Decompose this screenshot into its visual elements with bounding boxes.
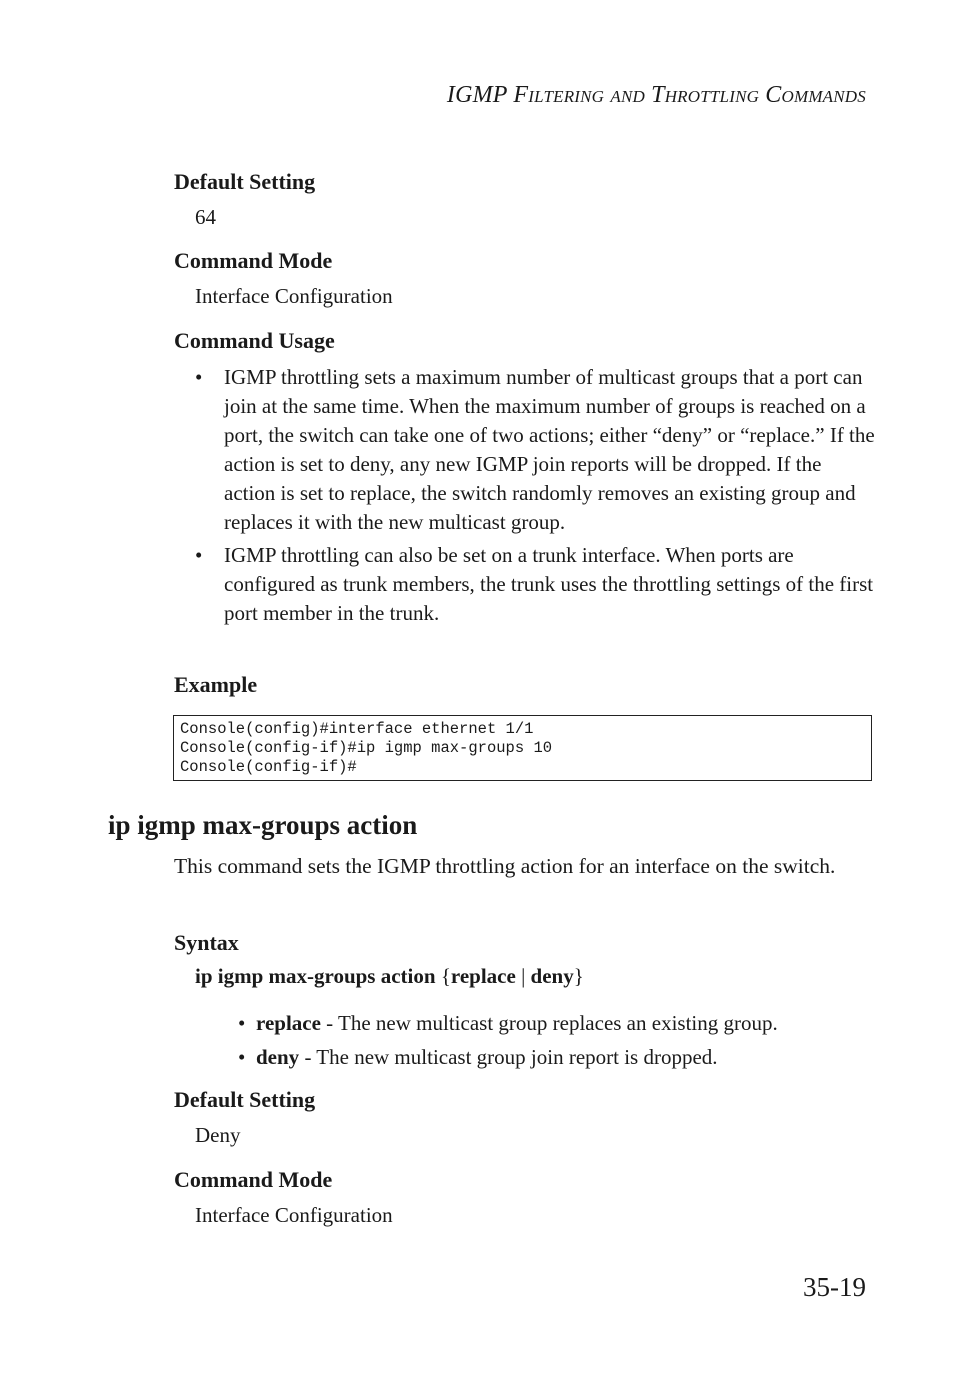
command-mode-value: Interface Configuration: [195, 284, 393, 308]
page-number: 35-19: [803, 1272, 866, 1302]
default-setting-value: 64: [195, 205, 216, 229]
command-description: This command sets the IGMP throttling action for an interface on the switch.: [174, 854, 836, 878]
command-mode-heading: Command Mode: [174, 248, 333, 273]
section-title: ip igmp max-groups action: [108, 810, 418, 840]
code-line: Console(config-if)#ip igmp max-groups 10: [180, 739, 553, 757]
list-item: • IGMP throttling can also be set on a trunk interface. When ports are configured as trunk members, the trunk uses the throttling settings of the first port member in the trunk.: [195, 541, 875, 628]
code-line: Console(config)#interface ethernet 1/1: [180, 720, 534, 738]
command-usage-list: [195, 363, 875, 632]
syntax-open-brace: {: [435, 964, 451, 988]
command-usage-heading: Command Usage: [174, 328, 335, 353]
syntax-option-deny: deny: [530, 964, 574, 988]
example-heading: Example: [174, 672, 258, 697]
syntax-command: ip igmp max-groups action: [195, 964, 436, 988]
command-mode-value: Interface Configuration: [195, 1203, 393, 1227]
default-setting-value: Deny: [195, 1123, 241, 1147]
syntax-heading: Syntax: [174, 930, 239, 955]
list-item: • IGMP throttling sets a maximum number of multicast groups that a port can join at the same time. When the maximum number of groups is reached on a port, the switch can take one of two actions; either “deny” or “replace.” If the action is set to deny, any new IGMP join reports will be dropped. If the action is set to replace, the switch randomly removes an existing group and replaces it with the new multicast group.: [195, 363, 875, 537]
code-example: [173, 715, 872, 781]
code-line: Console(config-if)#: [180, 758, 357, 776]
command-mode-heading: Command Mode: [174, 1167, 333, 1192]
list-item: [238, 1042, 778, 1076]
running-header: IGMP Filtering and Throttling Commands: [446, 82, 866, 108]
list-item: [238, 1008, 778, 1042]
param-desc: - The new multicast group join report is dropped.: [299, 1045, 718, 1069]
syntax-line: [195, 964, 584, 989]
param-name: replace: [256, 1011, 321, 1035]
default-setting-heading: Default Setting: [174, 1087, 316, 1112]
syntax-close-brace: }: [573, 964, 584, 988]
param-name: deny: [256, 1045, 300, 1069]
syntax-option-replace: replace: [450, 964, 516, 988]
syntax-separator: |: [515, 964, 531, 988]
default-setting-heading: Default Setting: [174, 169, 316, 194]
parameter-list: [238, 1008, 778, 1076]
param-desc: - The new multicast group replaces an existing group.: [320, 1011, 778, 1035]
